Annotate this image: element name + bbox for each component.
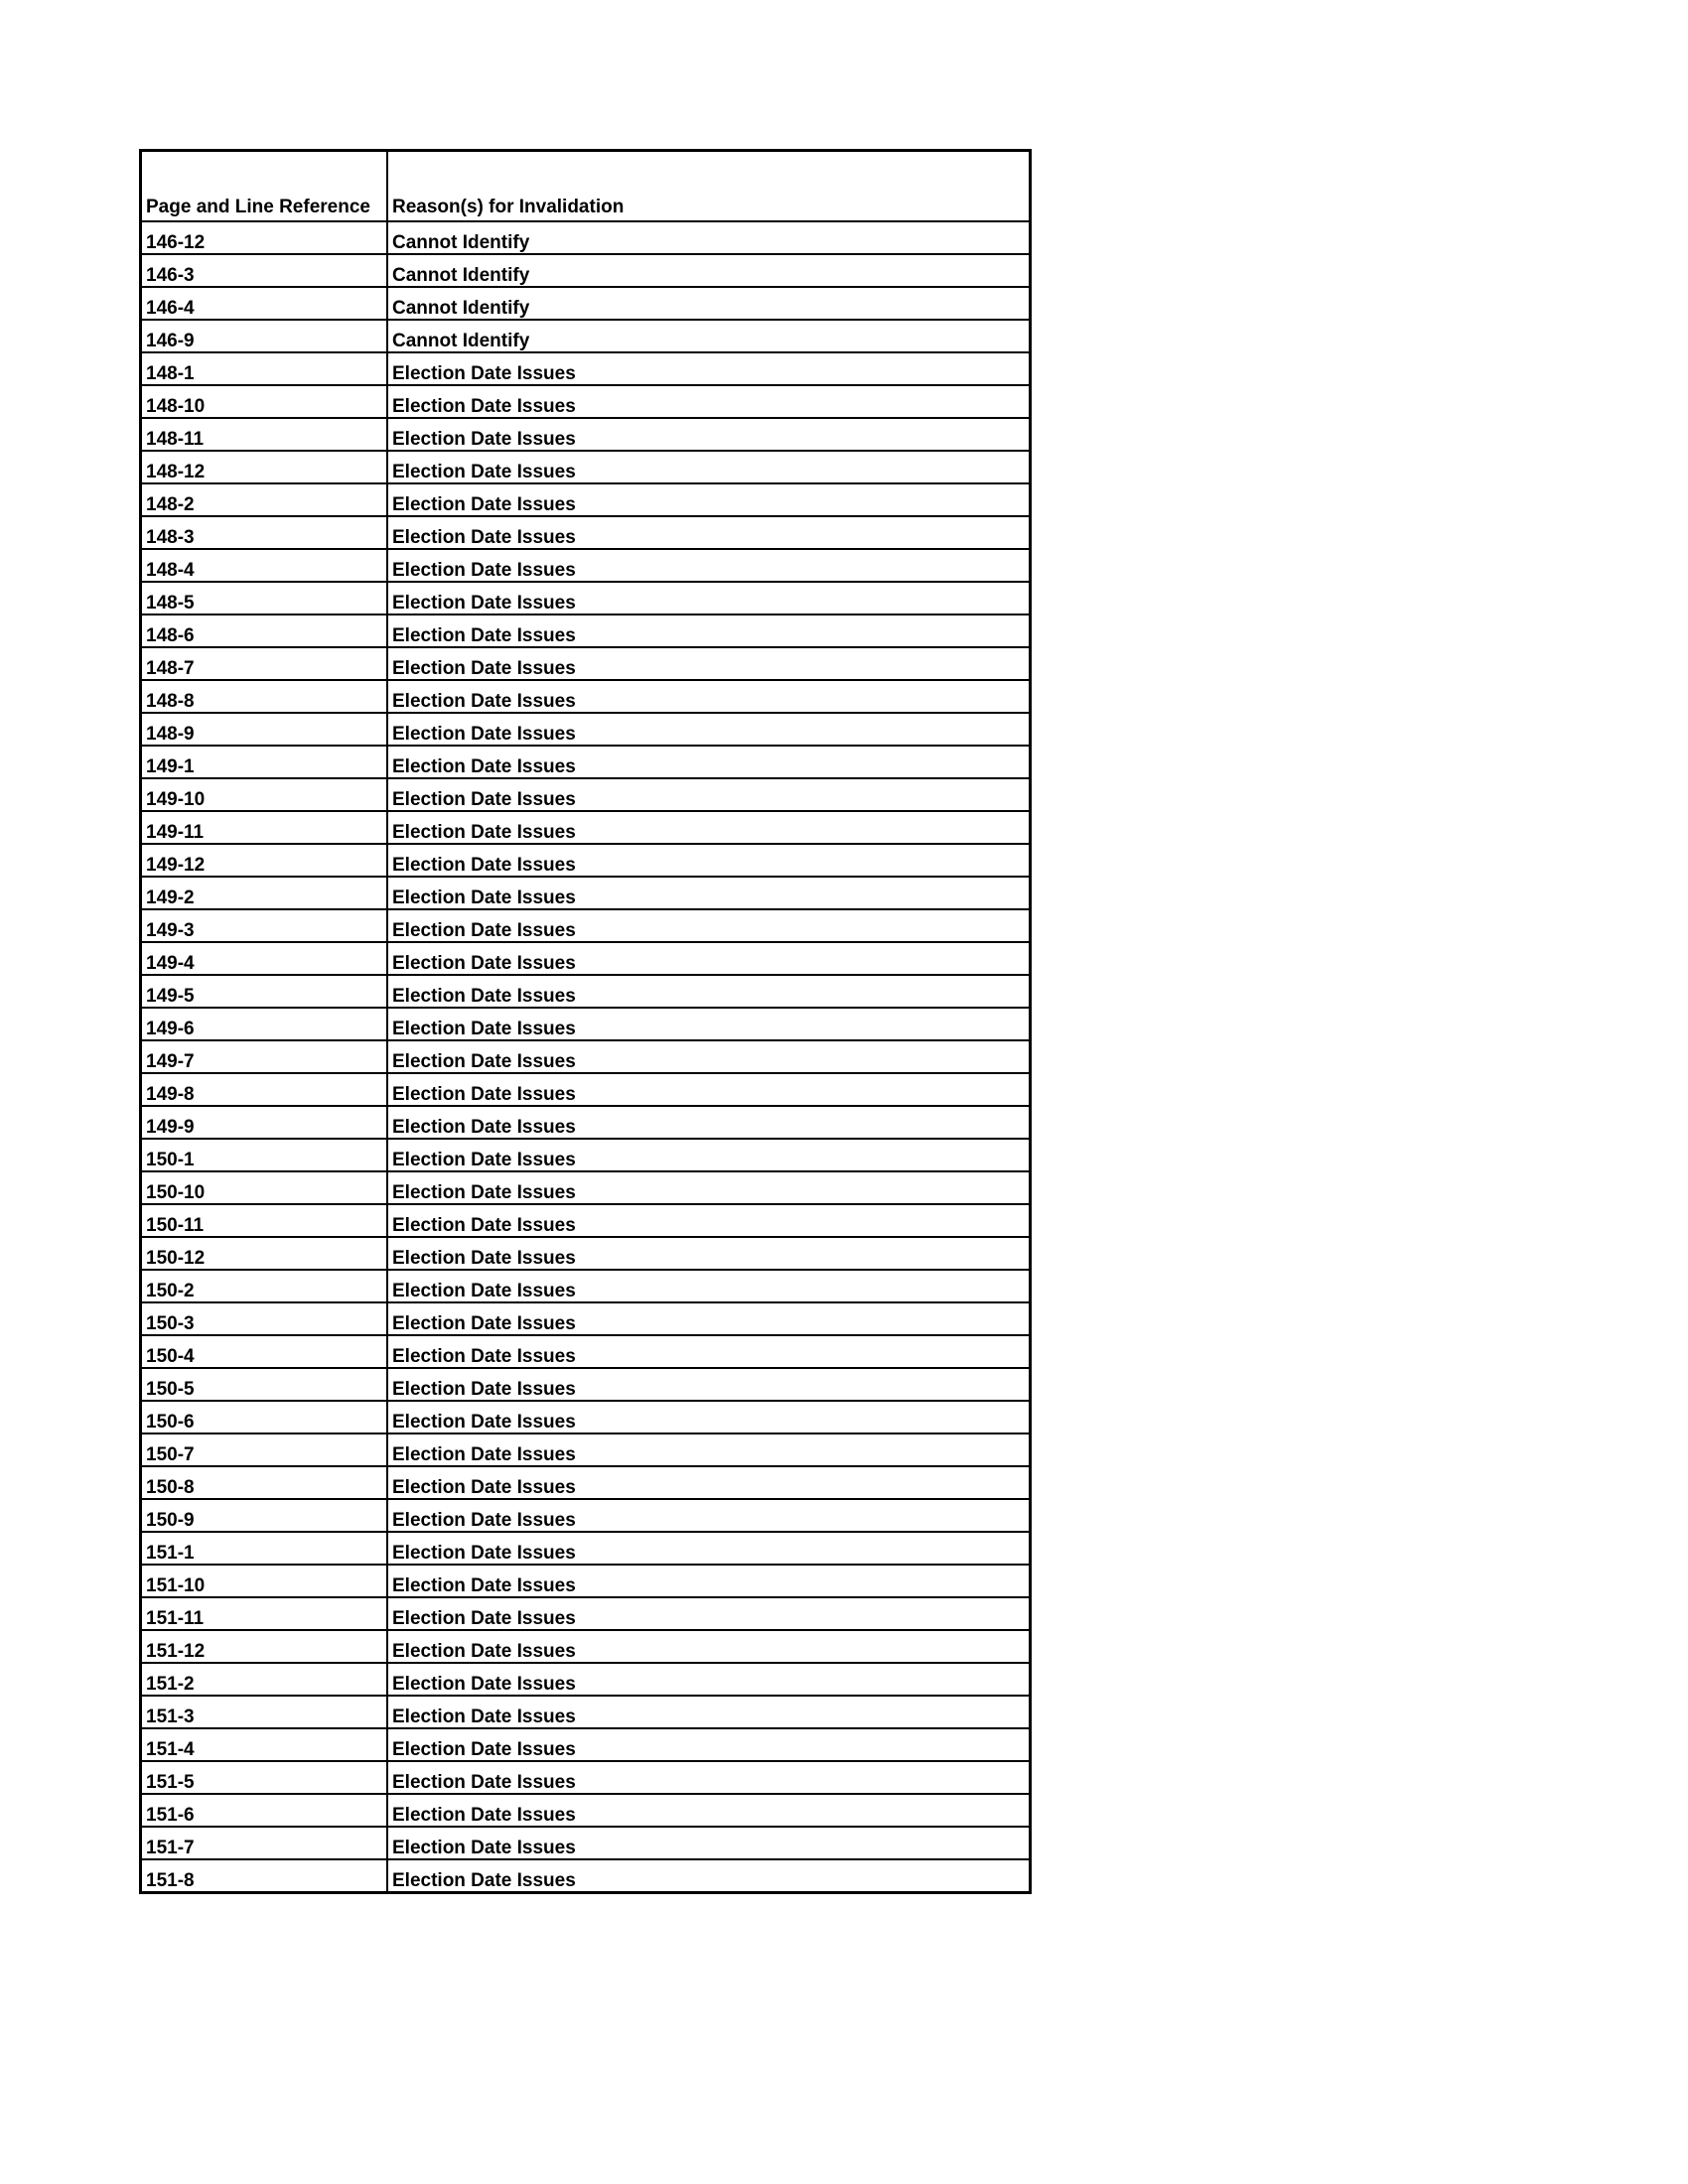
cell-page-line-reference: 151-10 (141, 1565, 388, 1597)
cell-reason-for-invalidation: Election Date Issues (387, 1761, 1031, 1794)
table-row (141, 1335, 1031, 1368)
cell-page-line-reference: 151-6 (141, 1794, 388, 1827)
table-row (141, 385, 1031, 418)
cell-page-line-reference: 148-5 (141, 582, 388, 614)
cell-page-line-reference: 149-6 (141, 1008, 388, 1040)
cell-reason-for-invalidation: Election Date Issues (387, 1597, 1031, 1630)
cell-reason-for-invalidation: Election Date Issues (387, 1696, 1031, 1728)
cell-page-line-reference: 151-3 (141, 1696, 388, 1728)
table-header-row (141, 151, 1031, 222)
table-row (141, 1630, 1031, 1663)
table-row (141, 778, 1031, 811)
cell-page-line-reference: 150-6 (141, 1401, 388, 1433)
table-row (141, 942, 1031, 975)
table-row (141, 614, 1031, 647)
cell-page-line-reference: 150-5 (141, 1368, 388, 1401)
cell-reason-for-invalidation: Election Date Issues (387, 778, 1031, 811)
cell-page-line-reference: 146-9 (141, 320, 388, 352)
cell-reason-for-invalidation: Election Date Issues (387, 1630, 1031, 1663)
table-row (141, 352, 1031, 385)
cell-reason-for-invalidation: Election Date Issues (387, 713, 1031, 746)
cell-page-line-reference: 149-8 (141, 1073, 388, 1106)
cell-reason-for-invalidation: Election Date Issues (387, 451, 1031, 483)
invalidation-table (139, 149, 1032, 1894)
cell-page-line-reference: 148-11 (141, 418, 388, 451)
table-row (141, 877, 1031, 909)
cell-reason-for-invalidation: Election Date Issues (387, 1139, 1031, 1171)
cell-reason-for-invalidation: Election Date Issues (387, 1663, 1031, 1696)
cell-page-line-reference: 149-7 (141, 1040, 388, 1073)
cell-page-line-reference: 150-11 (141, 1204, 388, 1237)
table-row (141, 1794, 1031, 1827)
table-row (141, 1663, 1031, 1696)
cell-reason-for-invalidation: Cannot Identify (387, 287, 1031, 320)
cell-reason-for-invalidation: Election Date Issues (387, 1728, 1031, 1761)
table-row (141, 844, 1031, 877)
table-row (141, 713, 1031, 746)
cell-page-line-reference: 148-7 (141, 647, 388, 680)
cell-reason-for-invalidation: Election Date Issues (387, 1859, 1031, 1893)
document-page (139, 149, 1032, 1894)
cell-reason-for-invalidation: Election Date Issues (387, 909, 1031, 942)
cell-reason-for-invalidation: Election Date Issues (387, 975, 1031, 1008)
table-row (141, 1008, 1031, 1040)
table-body (141, 151, 1031, 1893)
cell-reason-for-invalidation: Election Date Issues (387, 1827, 1031, 1859)
table-row (141, 320, 1031, 352)
cell-page-line-reference: 150-7 (141, 1433, 388, 1466)
cell-reason-for-invalidation: Election Date Issues (387, 1008, 1031, 1040)
table-row (141, 483, 1031, 516)
cell-reason-for-invalidation: Election Date Issues (387, 1302, 1031, 1335)
cell-reason-for-invalidation: Election Date Issues (387, 680, 1031, 713)
cell-reason-for-invalidation: Election Date Issues (387, 1466, 1031, 1499)
cell-reason-for-invalidation: Election Date Issues (387, 647, 1031, 680)
table-row (141, 1565, 1031, 1597)
cell-page-line-reference: 148-3 (141, 516, 388, 549)
cell-reason-for-invalidation: Election Date Issues (387, 385, 1031, 418)
cell-page-line-reference: 149-10 (141, 778, 388, 811)
cell-reason-for-invalidation: Election Date Issues (387, 1401, 1031, 1433)
cell-page-line-reference: 151-5 (141, 1761, 388, 1794)
cell-reason-for-invalidation: Election Date Issues (387, 1794, 1031, 1827)
cell-reason-for-invalidation: Election Date Issues (387, 1499, 1031, 1532)
cell-reason-for-invalidation: Election Date Issues (387, 582, 1031, 614)
cell-page-line-reference: 150-3 (141, 1302, 388, 1335)
cell-reason-for-invalidation: Cannot Identify (387, 221, 1031, 254)
table-row (141, 516, 1031, 549)
cell-reason-for-invalidation: Election Date Issues (387, 1106, 1031, 1139)
table-row (141, 549, 1031, 582)
cell-reason-for-invalidation: Election Date Issues (387, 352, 1031, 385)
cell-page-line-reference: 148-2 (141, 483, 388, 516)
cell-reason-for-invalidation: Election Date Issues (387, 877, 1031, 909)
cell-reason-for-invalidation: Election Date Issues (387, 1532, 1031, 1565)
table-row (141, 1237, 1031, 1270)
table-row (141, 1827, 1031, 1859)
table-row (141, 1204, 1031, 1237)
cell-reason-for-invalidation: Election Date Issues (387, 1565, 1031, 1597)
cell-reason-for-invalidation: Election Date Issues (387, 1368, 1031, 1401)
cell-reason-for-invalidation: Cannot Identify (387, 254, 1031, 287)
cell-page-line-reference: 150-9 (141, 1499, 388, 1532)
cell-reason-for-invalidation: Election Date Issues (387, 516, 1031, 549)
cell-page-line-reference: 149-12 (141, 844, 388, 877)
cell-reason-for-invalidation: Election Date Issues (387, 1270, 1031, 1302)
cell-page-line-reference: 149-1 (141, 746, 388, 778)
cell-reason-for-invalidation: Election Date Issues (387, 746, 1031, 778)
cell-page-line-reference: 149-3 (141, 909, 388, 942)
cell-page-line-reference: 149-9 (141, 1106, 388, 1139)
header-reasons-for-invalidation: Reason(s) for Invalidation (387, 151, 1031, 222)
table-row (141, 1499, 1031, 1532)
cell-reason-for-invalidation: Election Date Issues (387, 1171, 1031, 1204)
table-row (141, 975, 1031, 1008)
cell-page-line-reference: 146-12 (141, 221, 388, 254)
table-row (141, 1139, 1031, 1171)
cell-page-line-reference: 148-10 (141, 385, 388, 418)
cell-reason-for-invalidation: Election Date Issues (387, 1335, 1031, 1368)
table-row (141, 1106, 1031, 1139)
table-row (141, 287, 1031, 320)
table-row (141, 1466, 1031, 1499)
cell-page-line-reference: 148-9 (141, 713, 388, 746)
cell-page-line-reference: 148-6 (141, 614, 388, 647)
cell-reason-for-invalidation: Election Date Issues (387, 483, 1031, 516)
cell-page-line-reference: 148-1 (141, 352, 388, 385)
table-row (141, 418, 1031, 451)
table-row (141, 811, 1031, 844)
cell-reason-for-invalidation: Election Date Issues (387, 549, 1031, 582)
cell-page-line-reference: 149-11 (141, 811, 388, 844)
cell-page-line-reference: 150-8 (141, 1466, 388, 1499)
cell-reason-for-invalidation: Election Date Issues (387, 418, 1031, 451)
cell-page-line-reference: 151-12 (141, 1630, 388, 1663)
cell-page-line-reference: 151-1 (141, 1532, 388, 1565)
cell-page-line-reference: 146-4 (141, 287, 388, 320)
cell-page-line-reference: 150-10 (141, 1171, 388, 1204)
table-row (141, 909, 1031, 942)
cell-page-line-reference: 146-3 (141, 254, 388, 287)
cell-page-line-reference: 150-4 (141, 1335, 388, 1368)
cell-reason-for-invalidation: Election Date Issues (387, 1040, 1031, 1073)
cell-page-line-reference: 149-2 (141, 877, 388, 909)
table-row (141, 1368, 1031, 1401)
table-row (141, 1597, 1031, 1630)
table-row (141, 746, 1031, 778)
table-row (141, 1040, 1031, 1073)
cell-page-line-reference: 148-8 (141, 680, 388, 713)
table-row (141, 1073, 1031, 1106)
cell-reason-for-invalidation: Election Date Issues (387, 1204, 1031, 1237)
cell-reason-for-invalidation: Election Date Issues (387, 1237, 1031, 1270)
cell-page-line-reference: 151-7 (141, 1827, 388, 1859)
cell-reason-for-invalidation: Cannot Identify (387, 320, 1031, 352)
cell-reason-for-invalidation: Election Date Issues (387, 811, 1031, 844)
table-row (141, 1302, 1031, 1335)
table-row (141, 582, 1031, 614)
cell-page-line-reference: 148-4 (141, 549, 388, 582)
table-row (141, 1401, 1031, 1433)
table-row (141, 1696, 1031, 1728)
table-row (141, 1859, 1031, 1893)
table-row (141, 254, 1031, 287)
table-row (141, 1728, 1031, 1761)
table-row (141, 1761, 1031, 1794)
cell-reason-for-invalidation: Election Date Issues (387, 844, 1031, 877)
table-row (141, 1532, 1031, 1565)
table-row (141, 647, 1031, 680)
table-row (141, 680, 1031, 713)
header-page-line-reference: Page and Line Reference (141, 151, 388, 222)
table-row (141, 1433, 1031, 1466)
table-row (141, 1171, 1031, 1204)
table-row (141, 451, 1031, 483)
table-row (141, 221, 1031, 254)
cell-page-line-reference: 149-5 (141, 975, 388, 1008)
cell-reason-for-invalidation: Election Date Issues (387, 1073, 1031, 1106)
cell-page-line-reference: 151-8 (141, 1859, 388, 1893)
cell-page-line-reference: 150-12 (141, 1237, 388, 1270)
cell-page-line-reference: 149-4 (141, 942, 388, 975)
cell-page-line-reference: 150-2 (141, 1270, 388, 1302)
cell-reason-for-invalidation: Election Date Issues (387, 1433, 1031, 1466)
cell-page-line-reference: 148-12 (141, 451, 388, 483)
cell-page-line-reference: 151-2 (141, 1663, 388, 1696)
cell-page-line-reference: 151-4 (141, 1728, 388, 1761)
cell-page-line-reference: 151-11 (141, 1597, 388, 1630)
cell-page-line-reference: 150-1 (141, 1139, 388, 1171)
cell-reason-for-invalidation: Election Date Issues (387, 614, 1031, 647)
cell-reason-for-invalidation: Election Date Issues (387, 942, 1031, 975)
table-row (141, 1270, 1031, 1302)
